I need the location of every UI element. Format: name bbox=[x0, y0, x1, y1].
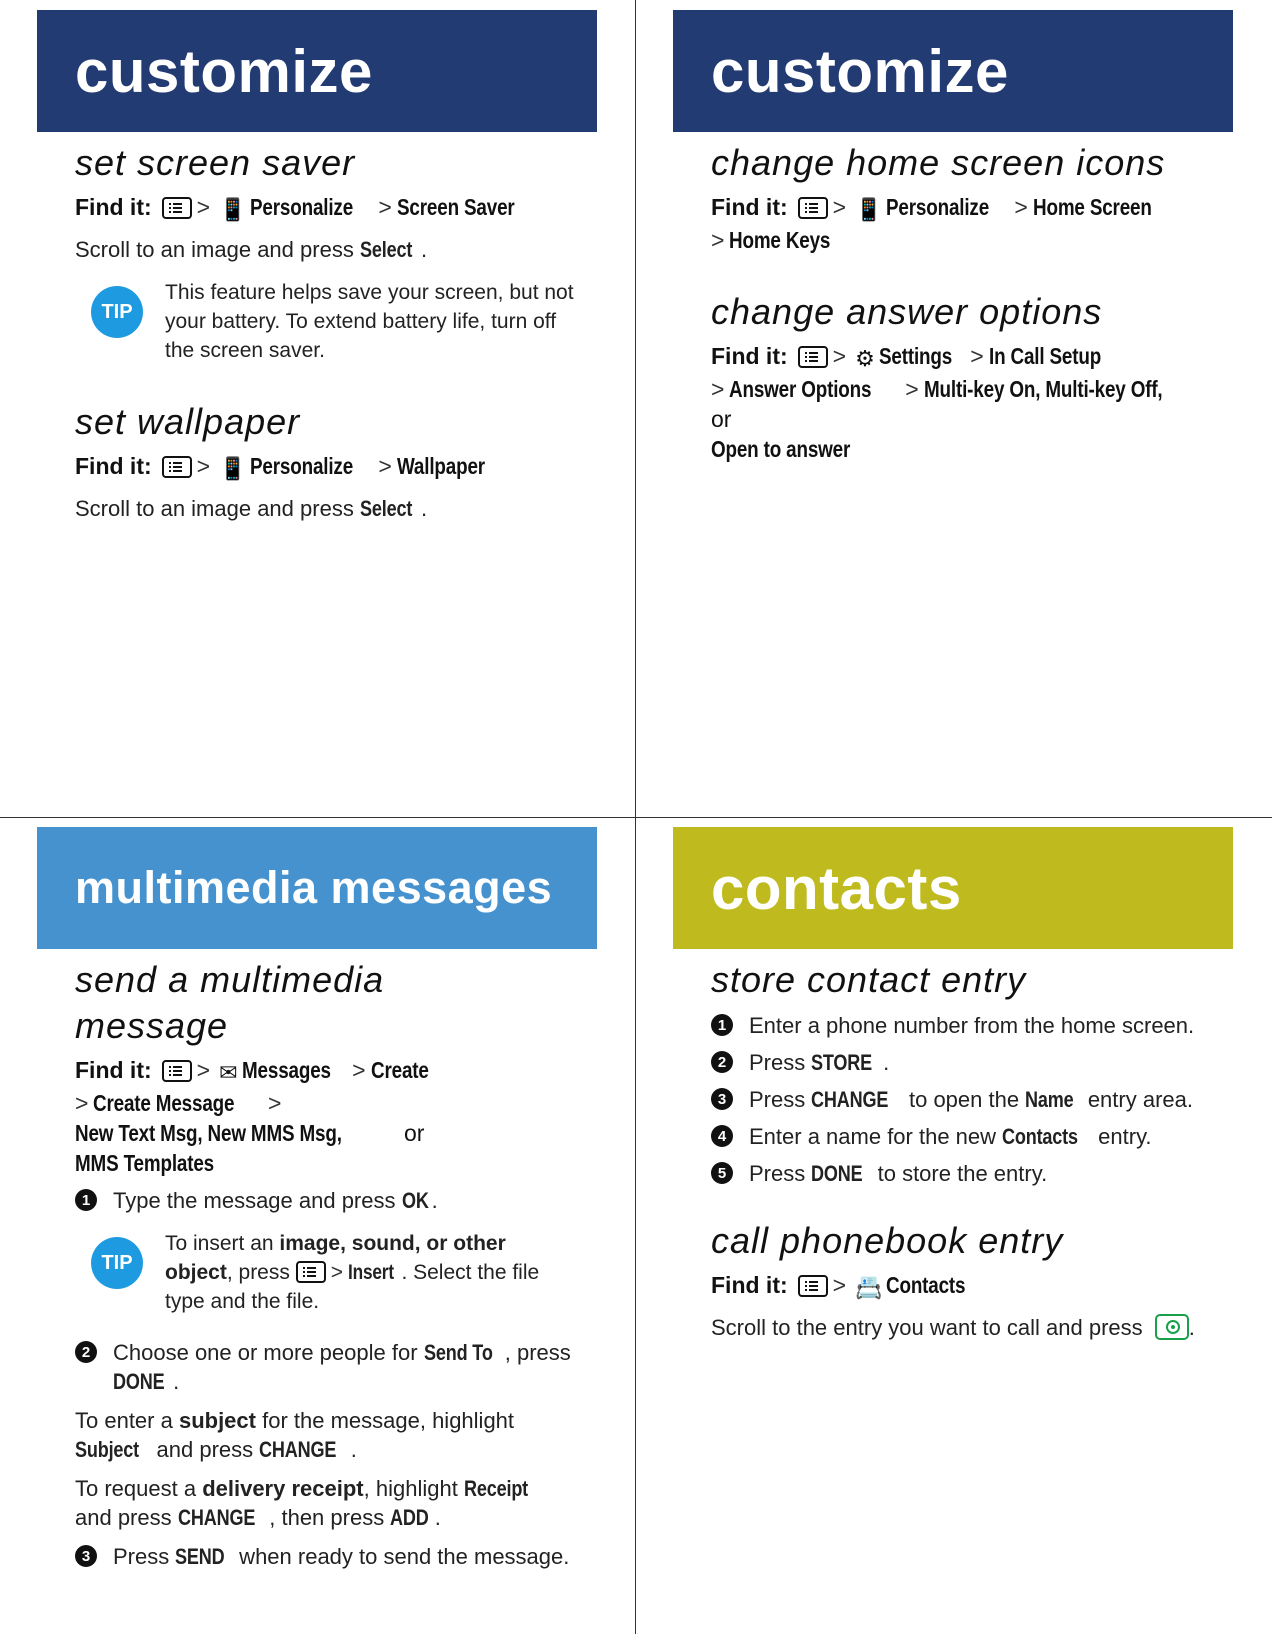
tip-box bbox=[91, 278, 577, 365]
step-number-1-icon: 1 bbox=[711, 1014, 733, 1036]
softkey-label: Insert bbox=[347, 1261, 394, 1284]
envelope-icon: ✉ bbox=[219, 1060, 238, 1085]
path-separator: > bbox=[711, 227, 725, 253]
section-banner: multimedia messages bbox=[37, 827, 597, 949]
path-item: Settings bbox=[878, 343, 952, 369]
softkey-label: Select bbox=[359, 237, 413, 262]
personalize-icon: 📱 bbox=[855, 197, 883, 222]
path-item: In Call Setup bbox=[988, 343, 1101, 369]
subject-instruction: To enter a subject for the message, highlight Subject and press CHANGE . bbox=[75, 1408, 515, 1462]
path-item: Multi-key On, Multi-key Off, bbox=[923, 376, 1163, 402]
instruction-text: Scroll to an image and press Select . bbox=[75, 496, 428, 521]
step-1: 1 Type the message and press OK . bbox=[75, 1186, 577, 1215]
find-it-path bbox=[75, 192, 577, 225]
path-separator: > bbox=[711, 376, 725, 402]
path-separator: > bbox=[378, 453, 392, 479]
panel-customize-home bbox=[673, 10, 1233, 472]
find-it-path bbox=[75, 451, 577, 484]
path-separator: > bbox=[905, 376, 919, 402]
or-text: or bbox=[711, 406, 732, 432]
path-item: Contacts bbox=[886, 1272, 966, 1298]
path-item: MMS Templates bbox=[75, 1150, 215, 1176]
menu-key-icon bbox=[798, 197, 828, 219]
find-it-label: Find it: bbox=[711, 343, 788, 369]
find-it-path bbox=[75, 1055, 577, 1178]
section-banner: contacts bbox=[673, 827, 1233, 949]
tip-badge-icon: TIP bbox=[91, 1237, 143, 1289]
menu-key-icon bbox=[162, 456, 192, 478]
step-3: 3 Press CHANGE to open the Name entry area. bbox=[711, 1085, 1213, 1114]
step-2: 2 Choose one or more people for Send To , press DONE . bbox=[75, 1338, 577, 1396]
heading-change-answer-options: change answer options bbox=[711, 291, 1103, 332]
path-separator: > bbox=[378, 194, 392, 220]
menu-key-icon bbox=[296, 1261, 326, 1283]
path-separator: > bbox=[1014, 194, 1028, 220]
path-item: Messages bbox=[241, 1057, 331, 1083]
instruction-text: Scroll to the entry you want to call and press . bbox=[711, 1315, 1195, 1340]
step-number-3-icon: 3 bbox=[711, 1088, 733, 1110]
path-item: Screen Saver bbox=[396, 194, 515, 220]
or-text: or bbox=[404, 1120, 425, 1146]
find-it-label: Find it: bbox=[75, 453, 152, 479]
step-number-2-icon: 2 bbox=[75, 1341, 97, 1363]
path-item: Create bbox=[370, 1057, 429, 1083]
settings-icon: ⚙ bbox=[855, 346, 875, 371]
path-item: Personalize bbox=[886, 194, 990, 220]
path-separator: > bbox=[352, 1057, 366, 1083]
heading-set-wallpaper: set wallpaper bbox=[75, 401, 301, 442]
path-item: Answer Options bbox=[729, 376, 872, 402]
menu-key-icon bbox=[798, 1275, 828, 1297]
heading-store-contact-entry: store contact entry bbox=[711, 959, 1027, 1000]
heading-change-home-screen-icons: change home screen icons bbox=[711, 142, 1166, 183]
panel-customize-screen bbox=[37, 10, 597, 533]
instruction-text: Scroll to an image and press Select . bbox=[75, 237, 428, 262]
personalize-icon: 📱 bbox=[219, 197, 247, 222]
receipt-instruction: To request a delivery receipt, highlight Receipt and press CHANGE , then press ADD . bbox=[75, 1476, 528, 1530]
path-separator: > bbox=[832, 1272, 847, 1298]
heading-set-screen-saver: set screen saver bbox=[75, 142, 356, 183]
find-it-path bbox=[711, 192, 1213, 255]
path-separator: > bbox=[196, 1057, 211, 1083]
step-2: 2 Press STORE . bbox=[711, 1048, 1213, 1077]
path-separator: > bbox=[970, 343, 984, 369]
path-separator: > bbox=[268, 1090, 282, 1116]
find-it-label: Find it: bbox=[75, 194, 152, 220]
softkey-label: Select bbox=[359, 496, 413, 521]
step-number-5-icon: 5 bbox=[711, 1162, 733, 1184]
section-banner: customize bbox=[673, 10, 1233, 132]
find-it-path bbox=[711, 1270, 1213, 1303]
softkey-label: DONE bbox=[113, 1369, 165, 1394]
path-separator: > bbox=[196, 194, 211, 220]
step-number-4-icon: 4 bbox=[711, 1125, 733, 1147]
path-item: New Text Msg, New MMS Msg, bbox=[75, 1120, 342, 1146]
path-item: Personalize bbox=[250, 453, 354, 479]
tip-text: To insert an image, sound, or other object, press > Insert . Select the file type and the file. bbox=[165, 1232, 540, 1313]
softkey-label: SEND bbox=[175, 1544, 225, 1569]
softkey-label: Send To bbox=[423, 1340, 493, 1365]
path-item: Wallpaper bbox=[396, 453, 485, 479]
step-5: 5 Press DONE to store the entry. bbox=[711, 1159, 1213, 1188]
send-call-key-icon bbox=[1155, 1314, 1189, 1340]
tip-box bbox=[91, 1229, 577, 1316]
step-1: 1 Enter a phone number from the home screen. bbox=[711, 1011, 1213, 1040]
personalize-icon: 📱 bbox=[219, 456, 247, 481]
panel-contacts bbox=[673, 827, 1233, 1352]
find-it-label: Find it: bbox=[711, 194, 788, 220]
tip-badge-icon: TIP bbox=[91, 286, 143, 338]
step-3: 3 Press SEND when ready to send the message. bbox=[75, 1542, 577, 1571]
step-number-2-icon: 2 bbox=[711, 1051, 733, 1073]
step-number-1-icon: 1 bbox=[75, 1189, 97, 1211]
tip-text: This feature helps save your screen, but not your battery. To extend battery life, turn off the screen saver. bbox=[165, 281, 574, 362]
path-separator: > bbox=[832, 343, 847, 369]
heading-send-multimedia-message: send a multimedia message bbox=[75, 959, 385, 1046]
heading-call-phonebook-entry: call phonebook entry bbox=[711, 1220, 1064, 1261]
horizontal-divider bbox=[0, 817, 1272, 818]
panel-multimedia-messages bbox=[37, 827, 597, 1579]
find-it-label: Find it: bbox=[75, 1057, 152, 1083]
menu-key-icon bbox=[798, 346, 828, 368]
contacts-icon: 📇 bbox=[855, 1275, 883, 1300]
step-4: 4 Enter a name for the new Contacts entry. bbox=[711, 1122, 1213, 1151]
section-banner: customize bbox=[37, 10, 597, 132]
path-item: Create Message bbox=[93, 1090, 235, 1116]
path-item: Home Keys bbox=[729, 227, 831, 253]
menu-key-icon bbox=[162, 1060, 192, 1082]
softkey-label: OK bbox=[401, 1188, 429, 1213]
path-item: Personalize bbox=[250, 194, 354, 220]
path-separator: > bbox=[832, 194, 847, 220]
path-item: Open to answer bbox=[711, 436, 851, 462]
find-it-path bbox=[711, 341, 1213, 464]
path-item: Home Screen bbox=[1032, 194, 1152, 220]
find-it-label: Find it: bbox=[711, 1272, 788, 1298]
step-number-3-icon: 3 bbox=[75, 1545, 97, 1567]
path-separator: > bbox=[75, 1090, 89, 1116]
path-separator: > bbox=[196, 453, 211, 479]
menu-key-icon bbox=[162, 197, 192, 219]
